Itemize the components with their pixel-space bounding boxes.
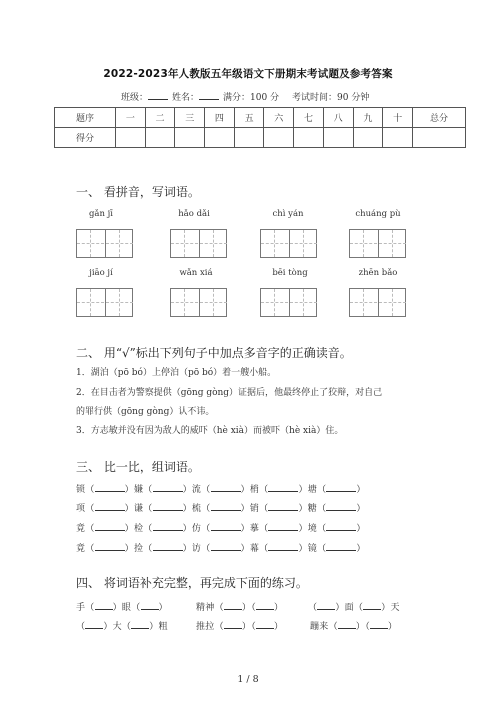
blank-field[interactable] (153, 522, 183, 531)
blank-field[interactable] (326, 483, 356, 492)
compare-row: 竟（ ）捡（ ）访（ ）幕（ ）镜（ ） (76, 544, 366, 554)
score-cell[interactable] (145, 128, 175, 148)
blank-field[interactable] (317, 601, 335, 610)
score-cell[interactable] (353, 128, 383, 148)
blank-field[interactable] (141, 601, 159, 610)
fill-row-2c: 蹦来（ ）（ ） (310, 622, 398, 632)
header-cell: 总分 (413, 108, 466, 128)
blank-field[interactable] (95, 601, 113, 610)
header-cell: 十 (383, 108, 413, 128)
header-cell: 四 (205, 108, 235, 128)
compare-char: 梳 (191, 504, 202, 514)
writing-grid[interactable] (76, 229, 133, 258)
writing-grid[interactable] (76, 288, 133, 317)
question-3: 3．方志敏并没有因为敌人的威吓（hè xià）而被吓（hè xià）住。 (76, 426, 344, 436)
pinyin-label: chì yán (272, 209, 304, 219)
blank-field[interactable] (95, 483, 125, 492)
full-score: 满分：100 分 (223, 93, 280, 103)
blank-field[interactable] (224, 620, 242, 629)
blank-field[interactable] (153, 542, 183, 551)
section1-heading: 一、 看拼音，写词语。 (76, 185, 200, 199)
compare-char: 锁 (76, 485, 86, 495)
writing-grid[interactable] (349, 288, 406, 317)
section3-heading: 三、 比一比，组词语。 (76, 460, 200, 474)
pinyin-label: jiāo jí (89, 268, 113, 278)
score-cell[interactable] (175, 128, 205, 148)
score-cell[interactable] (383, 128, 413, 148)
writing-grid[interactable] (260, 288, 317, 317)
compare-char: 捡 (133, 544, 144, 554)
blank-field[interactable] (224, 601, 242, 610)
name-label: 姓名： (172, 90, 219, 103)
fill-row-1b: 精神（ ）（ ） (196, 603, 284, 613)
header-cell: 七 (294, 108, 324, 128)
blank-field[interactable] (211, 483, 241, 492)
question-1: 1．湖泊（pō bó）上停泊（pō bó）着一艘小船。 (76, 368, 277, 378)
fill-row-1: 手（ ）眼（ ） (76, 603, 168, 613)
pinyin-label: zhēn bǎo (358, 268, 398, 278)
class-label: 班级： (121, 90, 168, 103)
blank-field[interactable] (95, 522, 125, 531)
blank-field[interactable] (268, 483, 298, 492)
writing-grid[interactable] (170, 229, 227, 258)
blank-field[interactable] (85, 620, 103, 629)
pinyin-label: wǎn xiá (179, 268, 213, 278)
pinyin-label: gǎn jī (88, 209, 114, 219)
blank-field[interactable] (153, 502, 183, 511)
score-cell[interactable] (413, 128, 466, 148)
blank-field[interactable] (326, 502, 356, 511)
page-number: 1 / 8 (237, 674, 259, 685)
blank-field[interactable] (256, 620, 274, 629)
compare-char: 访 (191, 544, 202, 554)
blank-field[interactable] (326, 542, 356, 551)
blank-field[interactable] (95, 542, 125, 551)
header-cell: 五 (234, 108, 264, 128)
blank-field[interactable] (370, 620, 388, 629)
question-2-line2: 的罪行供（gōng gòng）认不讳。 (76, 407, 215, 417)
compare-char: 检 (133, 524, 144, 534)
compare-char: 嫌 (133, 485, 144, 495)
section2-heading: 二、 用“√”标出下列句子中加点多音字的正确读音。 (76, 346, 352, 360)
compare-char: 摹 (249, 524, 260, 534)
blank-field[interactable] (268, 542, 298, 551)
header-cell: 题序 (55, 108, 116, 128)
blank-field[interactable] (326, 522, 356, 531)
question-2-line1: 2．在目击者为警察提供（gōng gòng）证据后，他最终停止了狡辩，对自己 (76, 388, 383, 398)
compare-row: 锁（ ）嫌（ ）流（ ）梢（ ）塘（ ） (76, 485, 366, 495)
compare-char: 竟 (76, 544, 86, 554)
document-title: 2022-2023年人教版五年级语文下册期末考试题及参考答案 (103, 68, 393, 80)
blank-field[interactable] (211, 542, 241, 551)
pinyin-label: chuáng pù (355, 209, 401, 219)
blank-field[interactable] (211, 522, 241, 531)
blank-field[interactable] (211, 502, 241, 511)
compare-char: 谦 (133, 504, 144, 514)
compare-char: 梢 (249, 485, 260, 495)
fill-row-1c: （ ）面（ ）天 (308, 603, 400, 613)
compare-char: 竟 (76, 524, 86, 534)
blank-field[interactable] (131, 620, 149, 629)
compare-char: 销 (249, 504, 260, 514)
exam-time: 考试时间：90 分钟 (292, 93, 370, 103)
header-cell: 三 (175, 108, 205, 128)
writing-grid[interactable] (349, 229, 406, 258)
compare-char: 项 (76, 504, 86, 514)
compare-char: 塘 (307, 485, 318, 495)
blank-field[interactable] (256, 601, 274, 610)
fill-row-2b: 推拉（ ）（ ） (196, 622, 284, 632)
header-cell: 一 (116, 108, 146, 128)
blank-field[interactable] (153, 483, 183, 492)
header-cell: 九 (353, 108, 383, 128)
header-cell: 八 (323, 108, 353, 128)
compare-char: 流 (191, 485, 202, 495)
score-cell[interactable] (234, 128, 264, 148)
score-cell[interactable] (205, 128, 235, 148)
writing-grid[interactable] (260, 229, 317, 258)
score-table-header (55, 108, 466, 128)
blank-field[interactable] (338, 620, 356, 629)
score-cell[interactable] (294, 128, 324, 148)
row-label: 得分 (55, 128, 116, 148)
blank-field[interactable] (363, 601, 381, 610)
score-cell[interactable] (116, 128, 146, 148)
blank-field[interactable] (268, 502, 298, 511)
pinyin-label: bēi tòng (272, 268, 308, 278)
compare-char: 幕 (249, 544, 260, 554)
score-table (54, 107, 466, 148)
compare-char: 仿 (191, 524, 202, 534)
header-cell: 六 (264, 108, 294, 128)
compare-char: 境 (307, 524, 318, 534)
fill-row-2: （ ）大（ ）粗 (76, 622, 168, 632)
header-cell: 二 (145, 108, 175, 128)
section4-heading: 四、 将词语补充完整，再完成下面的练习。 (76, 576, 308, 590)
compare-row: 竟（ ）检（ ）仿（ ）摹（ ）境（ ） (76, 524, 366, 534)
compare-char: 镜 (307, 544, 318, 554)
compare-row: 项（ ）谦（ ）梳（ ）销（ ）糖（ ） (76, 504, 366, 514)
blank-field[interactable] (95, 502, 125, 511)
score-cell[interactable] (264, 128, 294, 148)
writing-grid[interactable] (170, 288, 227, 317)
blank-field[interactable] (268, 522, 298, 531)
score-cell[interactable] (323, 128, 353, 148)
score-table-row (55, 128, 466, 148)
compare-char: 糖 (307, 504, 318, 514)
pinyin-label: hǎo dǎi (178, 209, 210, 219)
